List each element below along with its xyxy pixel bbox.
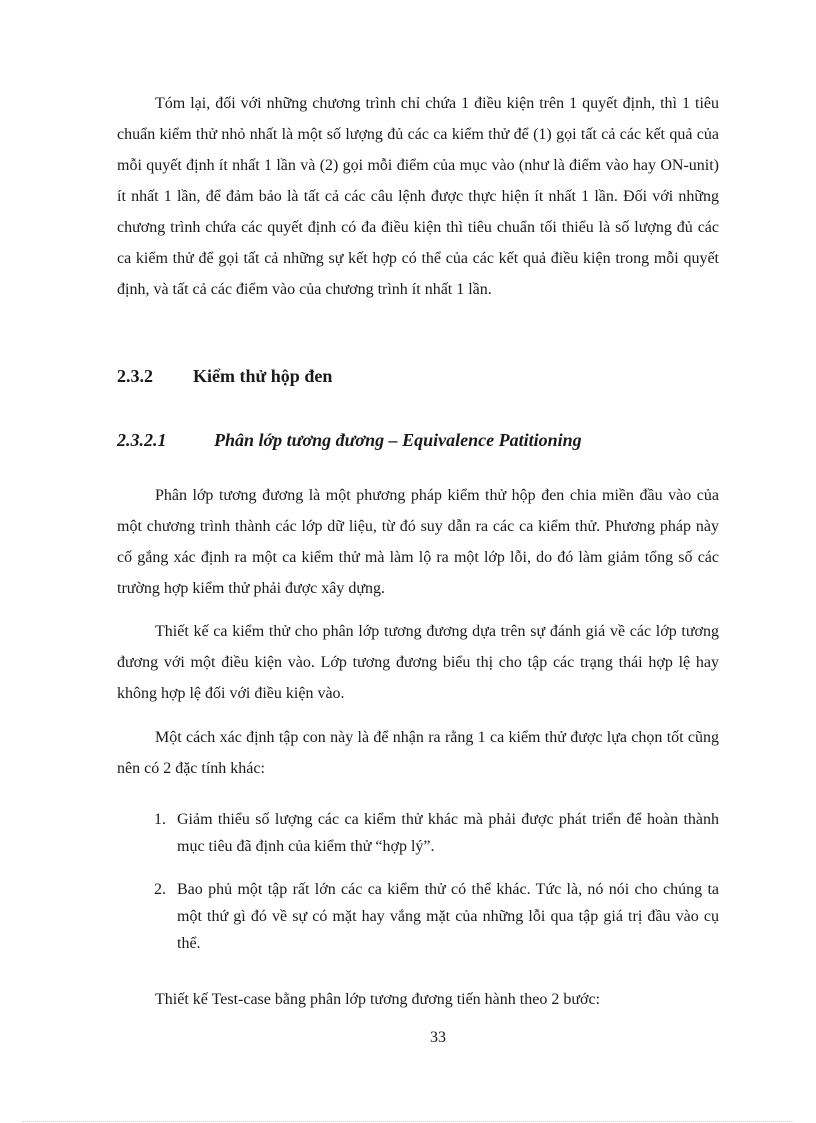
section-title: Kiểm thử hộp đen: [193, 366, 333, 386]
page-bottom-divider: [22, 1121, 794, 1122]
list-item-text: Giảm thiểu số lượng các ca kiểm thử khác mà phải được phát triển để hoàn thành mục tiêu đã định của kiểm thử “hợp lý”.: [177, 811, 719, 855]
list-marker: 2.: [154, 881, 166, 898]
list-item-text: Bao phủ một tập rất lớn các ca kiểm thử có thể khác. Tức là, nó nói cho chúng ta một thứ gì đó về sự có mặt hay vắng mặt của những lỗi qua tập giá trị đầu vào cụ thể.: [177, 881, 719, 952]
paragraph-summary: Tóm lại, đối với những chương trình chỉ chứa 1 điều kiện trên 1 quyết định, thì 1 tiêu chuẩn kiểm thử nhỏ nhất là một số lượng đủ các ca kiểm thử để (1) gọi tất cả các kết quả của mỗi quyết định ít nhất 1 lần và (2) gọi mỗi điểm của mục vào (như là điểm vào hay ON-unit) ít nhất 1 lần, để đảm bảo là tất cả các câu lệnh được thực hiện ít nhất 1 lần. Đối với những chương trình chứa các quyết định có đa điều kiện thì tiêu chuẩn tối thiểu là số lượng đủ các ca kiểm thử để gọi tất cả những sự kết hợp có thể của các kết quả điều kiện trong mỗi quyết định, và tất cả các điểm vào của chương trình ít nhất 1 lần.: [117, 95, 719, 298]
page-number: 33: [430, 1029, 446, 1046]
paragraph-test-case-steps: Thiết kế Test-case bằng phân lớp tương đương tiến hành theo 2 bước:: [155, 991, 601, 1008]
section-number: 2.3.2: [117, 366, 153, 386]
paragraph-test-design: Thiết kế ca kiểm thử cho phân lớp tương đương dựa trên sự đánh giá về các lớp tương đương với một điều kiện vào. Lớp tương đương biểu thị cho tập các trạng thái hợp lệ hay không hợp lệ đối với điều kiện vào.: [117, 623, 719, 702]
paragraph-subset: Một cách xác định tập con này là để nhận ra rằng 1 ca kiểm thử được lựa chọn tốt cũng nên có 2 đặc tính khác:: [117, 729, 719, 777]
subsection-title: Phân lớp tương đương – Equivalence Patitioning: [214, 430, 582, 450]
subsection-number: 2.3.2.1: [117, 430, 167, 450]
list-item: [117, 876, 719, 957]
list-marker: 1.: [154, 811, 166, 828]
list-item: [117, 806, 719, 860]
subsection-heading-2-3-2-1: [117, 430, 582, 451]
paragraph-equivalence-intro: Phân lớp tương đương là một phương pháp kiểm thử hộp đen chia miền đầu vào của một chương trình thành các lớp dữ liệu, từ đó suy dẫn ra các ca kiểm thử. Phương pháp này cố gắng xác định ra một ca kiểm thử mà làm lộ ra một lớp lỗi, do đó làm giảm tổng số các trường hợp kiểm thử phải được xây dựng.: [117, 487, 719, 597]
section-heading-2-3-2: [117, 366, 332, 387]
